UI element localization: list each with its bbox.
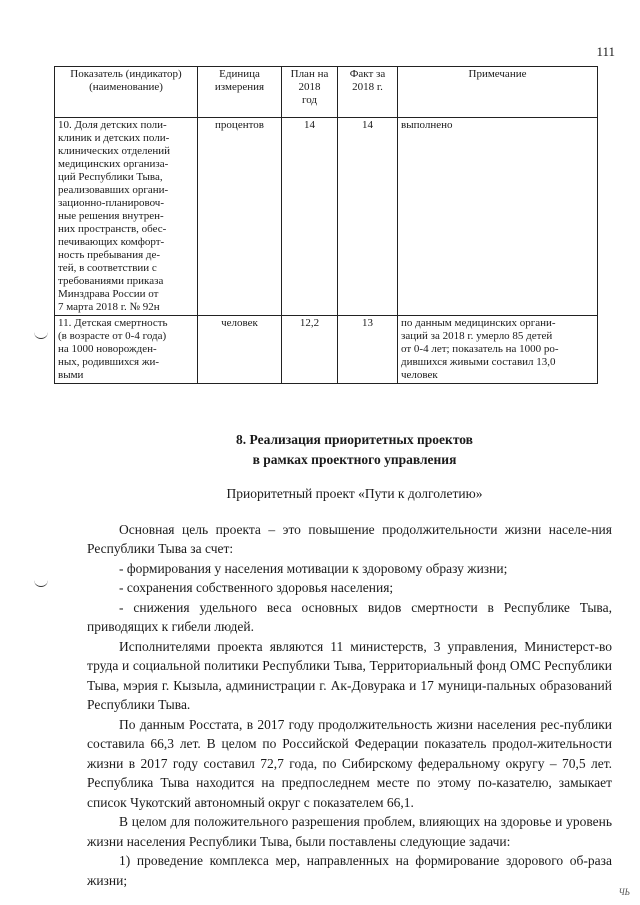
bullet-motivation: - формирования у населения мотивации к здоровому образу жизни; <box>119 560 508 576</box>
plan-cell: 12,2 <box>282 316 338 384</box>
plan-cell: 14 <box>282 118 338 316</box>
note-cell: выполнено <box>398 118 598 316</box>
section-content <box>87 430 612 890</box>
margin-mark <box>34 332 48 339</box>
section-heading-line-1: 8. Реализация приоритетных проектов <box>236 432 473 447</box>
paragraph-task-1: 1) проведение комплекса мер, направленных на формирование здорового об-раза жизни; <box>87 853 612 888</box>
indicator-cell: 11. Детская смертность (в возрасте от 0-4 года) на 1000 новорожден- ных, родившихся жи- выми <box>55 316 198 384</box>
table-row <box>55 316 598 384</box>
bullet-mortality: - снижения удельного веса основных видов смертности в Республике Тыва, приводящих к гибели людей. <box>87 599 612 634</box>
section-heading-line-2: в рамках проектного управления <box>252 451 457 467</box>
table-header-row <box>55 67 598 118</box>
fact-cell: 14 <box>338 118 398 316</box>
paragraph-goal: Основная цель проекта – это повышение продолжительности жизни населе-ния Республики Тыва за счет: <box>87 521 612 556</box>
page-number: 111 <box>596 44 615 59</box>
unit-cell: человек <box>198 316 282 384</box>
header-plan: План на 2018 год <box>282 67 338 118</box>
margin-mark <box>34 580 48 587</box>
fact-cell: 13 <box>338 316 398 384</box>
header-note: Примечание <box>398 67 598 118</box>
table-row <box>55 118 598 316</box>
paragraph-rosstat: По данным Росстата, в 2017 году продолжительность жизни населения рес-публики составила 66,3 лет. В целом по Российской Федерации показатель продол-жительности жизни в 2017 году составил 72,7 года, по Сибирскому федеральному округу – 70,5 лет. Республика Тыва находится на предпоследнем месте по этому по-казателю, замыкает список Чукотский автономный округ с показателем 66,1. <box>87 716 612 810</box>
bullet-health: - сохранения собственного здоровья населения; <box>119 580 394 595</box>
corner-mark: ЧЬ <box>618 887 630 897</box>
paragraph-tasks: В целом для положительного разрешения проблем, влияющих на здоровье и уровень жизни населения Республики Тыва, были поставлены следующие задачи: <box>87 814 612 849</box>
project-title: Приоритетный проект «Пути к долголетию» <box>226 486 483 501</box>
indicators-table <box>54 66 598 384</box>
header-unit: Единица измерения <box>198 67 282 118</box>
indicator-cell: 10. Доля детских поли- клиник и детских поли- клинических отделений медицинских организа- ций Республики Тыва, реализовавших органи- зационно-планировоч- ные решения внутрен- них пространств, обес- печивающих комфорт- ность пребывания де- тей, в соответствии с требованиями приказа Минздрава России от 7 марта 2018 г. № 92н <box>55 118 198 316</box>
unit-cell: процентов <box>198 118 282 316</box>
header-fact: Факт за 2018 г. <box>338 67 398 118</box>
header-indicator: Показатель (индикатор) (наименование) <box>55 67 198 118</box>
paragraph-executors: Исполнителями проекта являются 11 министерств, 3 управления, Министерст-во труда и социальной политики Республики Тыва, Территориальный фонд ОМС Республики Тыва, мэрия г. Кызыла, администрации г. Ак-Довурака и 17 муници-пальных образований Республики Тыва. <box>87 638 612 712</box>
note-cell: по данным медицинских органи- заций за 2018 г. умерло 85 детей от 0-4 лет; показатель на 1000 ро- дившихся живыми составил 13,0 человек <box>398 316 598 384</box>
